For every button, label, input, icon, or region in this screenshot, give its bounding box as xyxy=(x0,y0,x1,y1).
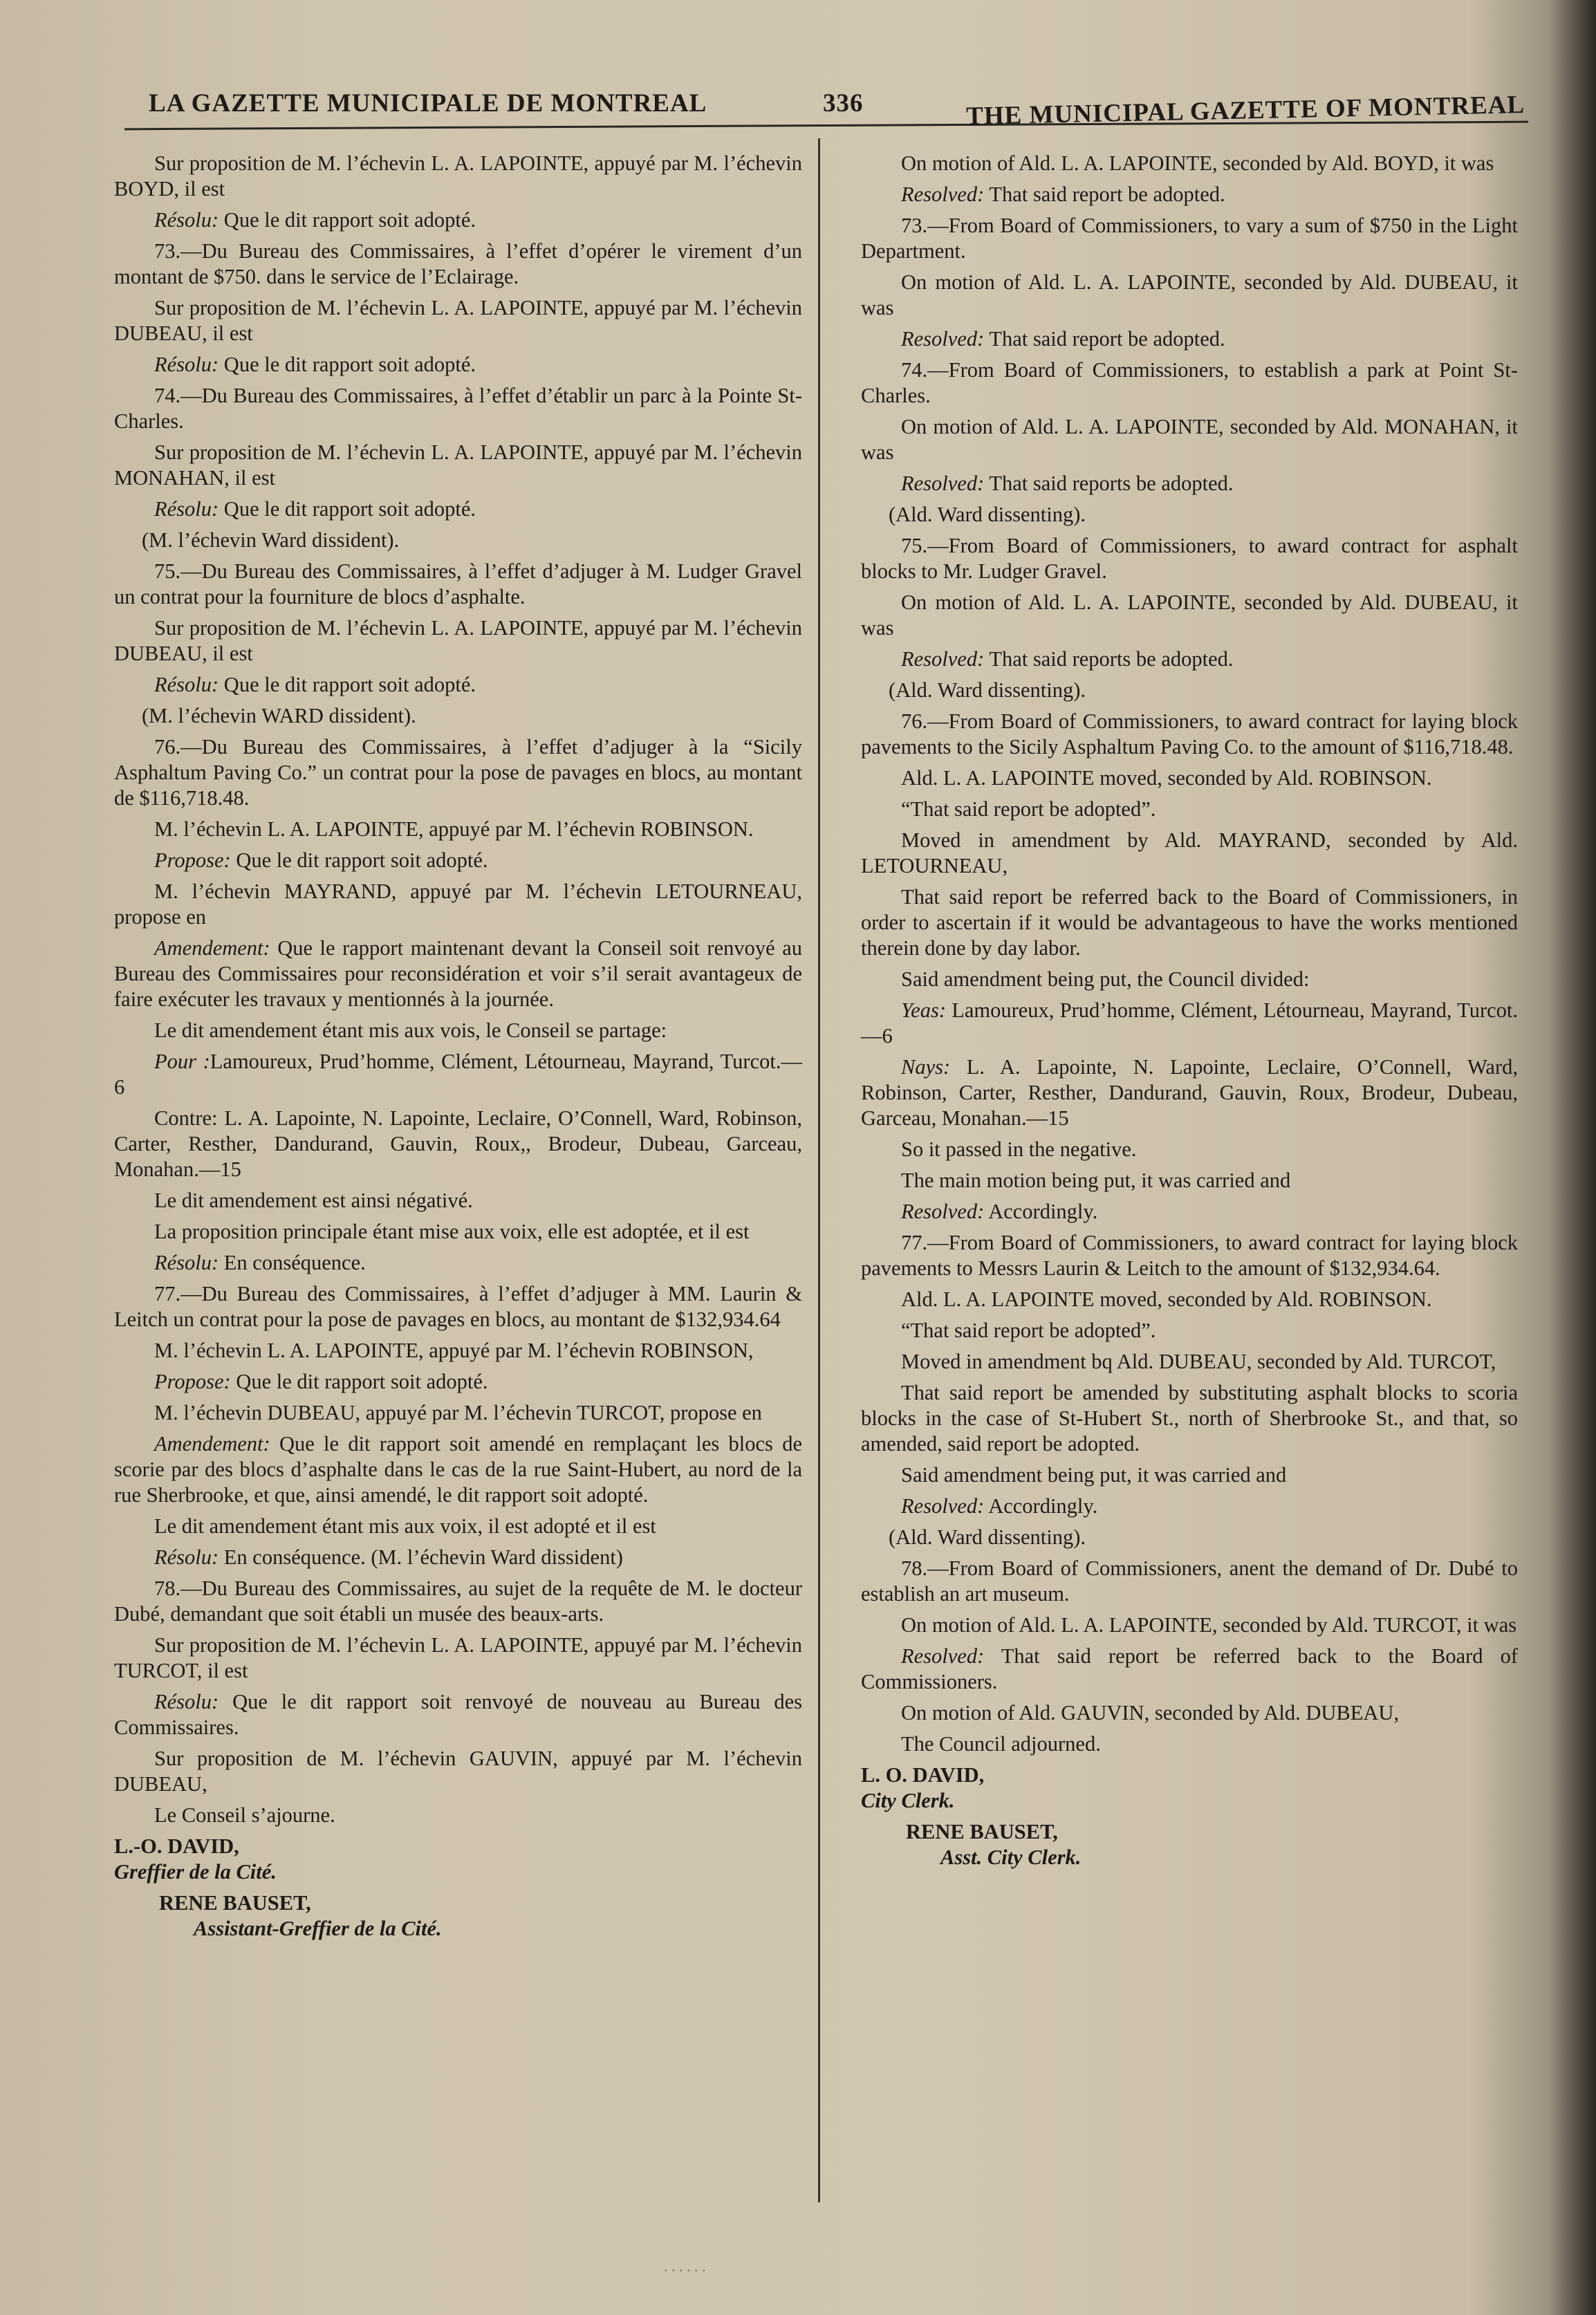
paragraph: Nays: L. A. Lapointe, N. Lapointe, Leclaire, O’Connell, Ward, Robinson, Carter, Resther, Dandurand, Gauvin, Roux, Brodeur, Dubeau, Garceau, Monahan.—15 xyxy=(861,1055,1518,1130)
page-header xyxy=(149,82,1525,131)
paragraph: 75.—Du Bureau des Commissaires, à l’effet d’adjuger à M. Ludger Gravel un contrat pour la fourniture de blocs d’asphalte. xyxy=(114,559,802,608)
paragraph: 73.—Du Bureau des Commissaires, à l’effet d’opérer le virement d’un montant de $750. dans le service de l’Eclairage. xyxy=(114,239,802,288)
paragraph: Resolved: Accordingly. xyxy=(901,1494,1098,1518)
paragraph: “That said report be adopted”. xyxy=(901,1319,1156,1342)
paragraph: Resolved: That said report be adopted. xyxy=(901,327,1225,351)
paragraph: Said amendment being put, it was carried and xyxy=(901,1463,1287,1487)
paragraph: Moved in amendment by Ald. MAYRAND, seconded by Ald. LETOURNEAU, xyxy=(861,828,1518,877)
paragraph: M. l’échevin L. A. LAPOINTE, appuyé par M. l’échevin ROBINSON. xyxy=(154,817,754,841)
paragraph: (Ald. Ward dissenting). xyxy=(889,678,1086,702)
paragraph: Ald. L. A. LAPOINTE moved, seconded by Ald. ROBINSON. xyxy=(901,766,1432,790)
assistant-name: RENE BAUSET, xyxy=(906,1820,1058,1843)
signature xyxy=(114,1834,802,1885)
assistant-role: Asst. City Clerk. xyxy=(940,1846,1082,1869)
english-column xyxy=(861,151,1518,1876)
paragraph: Resolved: That said reports be adopted. xyxy=(901,472,1234,495)
paragraph: Propose: Que le dit rapport soit adopté. xyxy=(154,1370,488,1393)
paragraph: Sur proposition de M. l’échevin L. A. LAPOINTE, appuyé par M. l’échevin MONAHAN, il est xyxy=(114,440,802,490)
paragraph: Pour :Lamoureux, Prud’homme, Clément, Létourneau, Mayrand, Turcot.—6 xyxy=(114,1050,802,1099)
paragraph: Propose: Que le dit rapport soit adopté. xyxy=(154,848,488,872)
paragraph: Résolu: En conséquence. (M. l’échevin Ward dissident) xyxy=(154,1545,623,1569)
paragraph: On motion of Ald. L. A. LAPOINTE, seconded by Ald. DUBEAU, it was xyxy=(861,270,1518,319)
paragraph: Le dit amendement étant mis aux vois, le Conseil se partage: xyxy=(154,1019,667,1042)
paragraph: Sur proposition de M. l’échevin L. A. LAPOINTE, appuyé par M. l’échevin BOYD, il est xyxy=(114,151,802,201)
paragraph: Résolu: Que le dit rapport soit adopté. xyxy=(154,353,476,376)
paragraph: Resolved: That said report be adopted. xyxy=(901,183,1225,206)
paragraph: On motion of Ald. L. A. LAPOINTE, seconded by Ald. MONAHAN, it was xyxy=(861,415,1518,464)
paragraph: 78.—Du Bureau des Commissaires, au sujet de la requête de M. le docteur Dubé, demandant que soit établi un musée des beaux-arts. xyxy=(114,1577,802,1626)
paragraph: Le dit amendement étant mis aux voix, il est adopté et il est xyxy=(154,1514,656,1538)
assistant-name: RENE BAUSET, xyxy=(159,1891,311,1915)
paragraph: That said report be amended by substituting asphalt blocks to scoria blocks in the case of St-Hubert St., north of Sherbrooke St., and that, so amended, said report be adopted. xyxy=(861,1381,1518,1456)
paragraph: (M. l’échevin Ward dissident). xyxy=(142,528,400,552)
paragraph: That said report be referred back to the Board of Commissioners, in order to ascertain if it would be advantageous to have the works mentioned therein done by day labor. xyxy=(861,885,1518,960)
paragraph: So it passed in the negative. xyxy=(901,1137,1137,1161)
paragraph: Résolu: En conséquence. xyxy=(154,1251,366,1274)
paragraph: “That said report be adopted”. xyxy=(901,797,1156,821)
paragraph: 77.—Du Bureau des Commissaires, à l’effet d’adjuger à MM. Laurin & Leitch un contrat pour la pose de pavages en blocs, au montant de $132,934.64 xyxy=(114,1282,802,1331)
signature xyxy=(861,1763,1518,1814)
paragraph: 78.—From Board of Commissioners, anent the demand of Dr. Dubé to establish an art museum. xyxy=(861,1556,1518,1606)
header-french-title: LA GAZETTE MUNICIPALE DE MONTREAL xyxy=(149,89,707,118)
paragraph: On motion of Ald. L. A. LAPOINTE, seconded by Ald. TURCOT, it was xyxy=(901,1613,1517,1637)
paragraph: (Ald. Ward dissenting). xyxy=(889,503,1086,526)
paragraph: 76.—Du Bureau des Commissaires, à l’effet d’adjuger à la “Sicily Asphaltum Paving Co.” un contrat pour la pose de pavages en blocs, au montant de $116,718.48. xyxy=(114,735,802,810)
paragraph: 76.—From Board of Commissioners, to award contract for laying block pavements to the Sicily Asphaltum Paving Co. to the amount of $116,718.48. xyxy=(861,709,1518,759)
paragraph: Résolu: Que le dit rapport soit adopté. xyxy=(154,208,476,232)
column-divider xyxy=(818,138,820,2202)
header-english-title: THE MUNICIPAL GAZETTE OF MONTREAL xyxy=(965,91,1525,131)
paragraph: M. l’échevin MAYRAND, appuyé par M. l’échevin LETOURNEAU, propose en xyxy=(114,880,802,929)
page-number: 336 xyxy=(823,89,864,118)
paragraph: Résolu: Que le dit rapport soit renvoyé de nouveau au Bureau des Commissaires. xyxy=(114,1690,802,1739)
paragraph: Ald. L. A. LAPOINTE moved, seconded by Ald. ROBINSON. xyxy=(901,1287,1432,1311)
paragraph: M. l’échevin L. A. LAPOINTE, appuyé par M. l’échevin ROBINSON, xyxy=(154,1339,754,1362)
paragraph: 77.—From Board of Commissioners, to award contract for laying block pavements to Messrs Laurin & Leitch to the amount of $132,934.64. xyxy=(861,1231,1518,1280)
paragraph: Said amendment being put, the Council divided: xyxy=(901,967,1310,991)
paragraph: Amendement: Que le dit rapport soit amendé en remplaçant les blocs de scorie par des blocs d’asphalte dans le cas de la rue Saint-Hubert, au nord de la rue Sherbrooke, et que, ainsi amendé, le dit rapport soit adopté. xyxy=(114,1432,802,1507)
assistant-signature xyxy=(114,1890,802,1942)
paragraph: Sur proposition de M. l’échevin GAUVIN, appuyé par M. l’échevin DUBEAU, xyxy=(114,1747,802,1796)
paragraph: 75.—From Board of Commissioners, to award contract for asphalt blocks to Mr. Ludger Gravel. xyxy=(861,534,1518,583)
paragraph: Resolved: That said report be referred back to the Board of Commissioners. xyxy=(861,1644,1518,1693)
paragraph: The main motion being put, it was carried and xyxy=(901,1169,1291,1192)
paragraph: Resolved: That said reports be adopted. xyxy=(901,647,1234,671)
paragraph: On motion of Ald. GAUVIN, seconded by Ald. DUBEAU, xyxy=(901,1701,1400,1724)
paragraph: Resolved: Accordingly. xyxy=(901,1200,1098,1223)
paragraph: On motion of Ald. L. A. LAPOINTE, seconded by Ald. DUBEAU, it was xyxy=(861,591,1518,640)
french-column xyxy=(114,151,802,1947)
signature-name: L. O. DAVID, xyxy=(861,1763,985,1787)
paragraph: On motion of Ald. L. A. LAPOINTE, seconded by Ald. BOYD, it was xyxy=(901,151,1494,175)
paragraph: 74.—From Board of Commissioners, to establish a park at Point St-Charles. xyxy=(861,358,1518,407)
paragraph: La proposition principale étant mise aux voix, elle est adoptée, et il est xyxy=(154,1220,750,1243)
paragraph: Résolu: Que le dit rapport soit adopté. xyxy=(154,497,476,521)
paragraph: Le dit amendement est ainsi négativé. xyxy=(154,1189,473,1212)
paragraph: Contre: L. A. Lapointe, N. Lapointe, Leclaire, O’Connell, Ward, Robinson, Carter, Resther, Dandurand, Gauvin, Roux,, Brodeur, Dubeau, Garceau, Monahan.—15 xyxy=(114,1106,802,1181)
paragraph: Yeas: Lamoureux, Prud’homme, Clément, Létourneau, Mayrand, Turcot.—6 xyxy=(861,998,1518,1048)
paragraph: Le Conseil s’ajourne. xyxy=(154,1803,335,1827)
assistant-signature xyxy=(861,1819,1518,1870)
signature-name: L.-O. DAVID, xyxy=(114,1834,239,1858)
paragraph: M. l’échevin DUBEAU, appuyé par M. l’échevin TURCOT, propose en xyxy=(154,1401,762,1424)
paragraph: (Ald. Ward dissenting). xyxy=(889,1525,1086,1549)
paragraph: Résolu: Que le dit rapport soit adopté. xyxy=(154,673,476,696)
paragraph: 73.—From Board of Commissioners, to vary a sum of $750 in the Light Department. xyxy=(861,214,1518,263)
paragraph: Moved in amendment bq Ald. DUBEAU, seconded by Ald. TURCOT, xyxy=(901,1350,1496,1373)
assistant-role: Assistant-Greffier de la Cité. xyxy=(194,1917,442,1940)
paragraph: Sur proposition de M. l’échevin L. A. LAPOINTE, appuyé par M. l’échevin DUBEAU, il est xyxy=(114,616,802,665)
paragraph: Sur proposition de M. l’échevin L. A. LAPOINTE, appuyé par M. l’échevin DUBEAU, il est xyxy=(114,296,802,345)
paragraph: The Council adjourned. xyxy=(901,1732,1101,1756)
signature-role: Greffier de la Cité. xyxy=(114,1860,277,1884)
paragraph: (M. l’échevin WARD dissident). xyxy=(142,704,416,727)
paragraph: 74.—Du Bureau des Commissaires, à l’effet d’établir un parc à la Pointe St-Charles. xyxy=(114,384,802,433)
paragraph: Sur proposition de M. l’échevin L. A. LAPOINTE, appuyé par M. l’échevin TURCOT, il est xyxy=(114,1633,802,1682)
paragraph: Amendement: Que le rapport maintenant devant la Conseil soit renvoyé au Bureau des Commissaires pour reconsidération et voir s’il serait avantageux de faire exécuter les travaux y mentionnés à la journée. xyxy=(114,936,802,1011)
signature-role: City Clerk. xyxy=(861,1789,955,1812)
page-smudge: . . . . . . xyxy=(664,2258,706,2275)
